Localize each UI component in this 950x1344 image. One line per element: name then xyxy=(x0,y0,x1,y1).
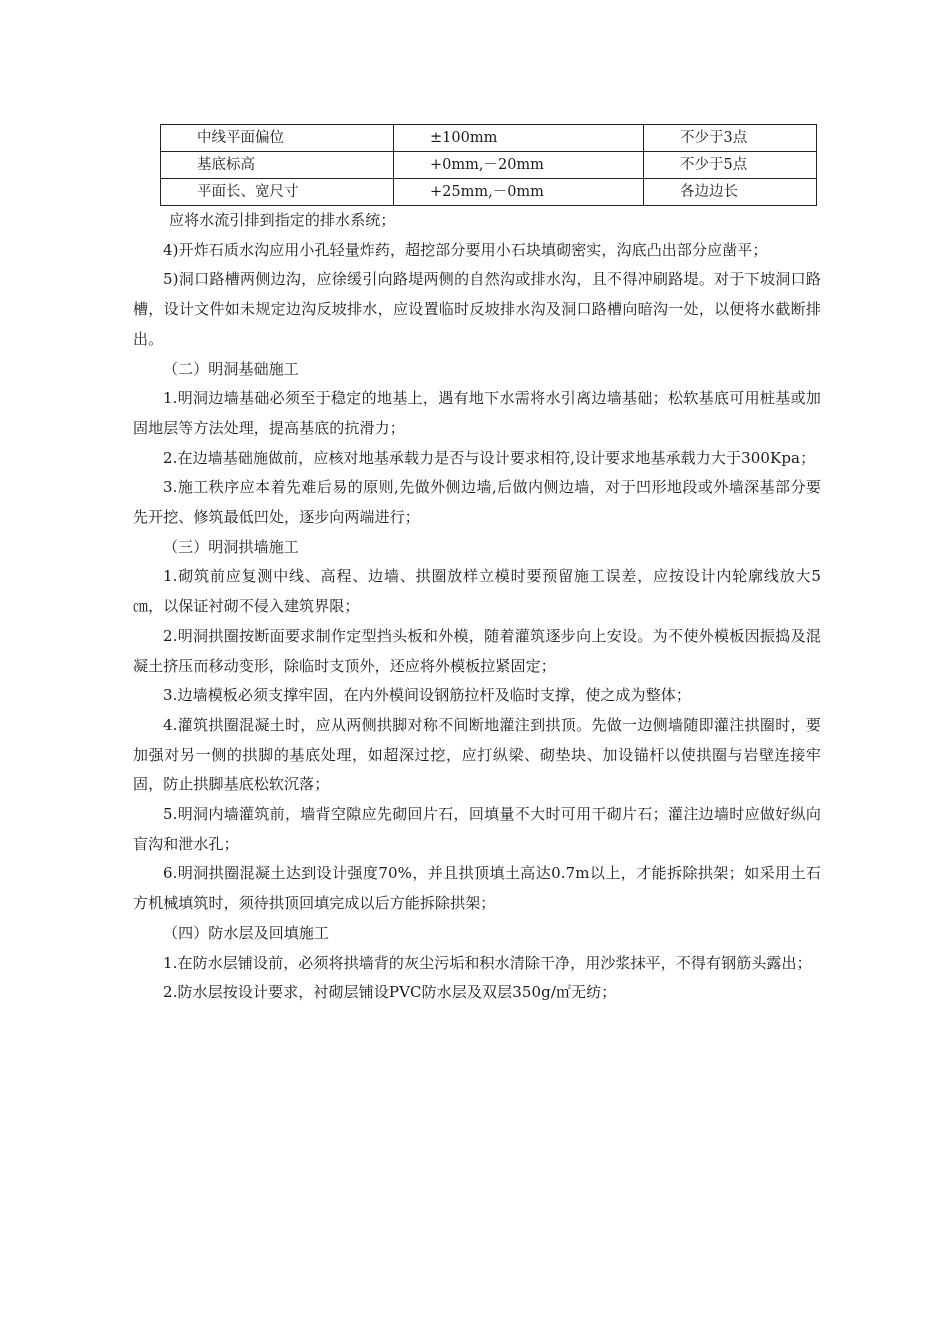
body-text xyxy=(133,206,821,1008)
tolerance-table xyxy=(160,124,817,206)
table-cell: 平面长、宽尺寸 xyxy=(161,179,394,206)
paragraph: 1.在防水层铺设前，必须将拱墙背的灰尘污垢和积水清除干净，用沙浆抹平，不得有钢筋头露出； xyxy=(163,953,812,972)
table-cell: +25mm,－0mm xyxy=(394,179,644,206)
paragraph: 1.砌筑前应复测中线、高程、边墙、拱圈放样立模时要预留施工误差，应按设计内轮廓线放大5㎝，以保证衬砌不侵入建筑界限； xyxy=(133,567,821,616)
paragraph: 3.施工秩序应本着先难后易的原则,先做外侧边墙,后做内侧边墙，对于凹形地段或外墙深基部分要先开挖、修筑最低凹处，逐步向两端进行； xyxy=(133,478,821,527)
table-row xyxy=(161,125,817,152)
section-heading: （四）防水层及回填施工 xyxy=(163,923,330,942)
paragraph: 5)洞口路槽两侧边沟，应徐缓引向路堤两侧的自然沟或排水沟，且不得冲刷路堤。对于下坡洞口路槽，设计文件如未规定边沟反坡排水，应设置临时反坡排水沟及洞口路槽向暗沟一处，以便将水截断排出。 xyxy=(133,270,821,348)
paragraph: 2.在边墙基础施做前，应核对地基承载力是否与设计要求相符,设计要求地基承载力大于300Kpa； xyxy=(163,448,816,467)
section-heading: （三）明洞拱墙施工 xyxy=(163,537,299,556)
table-cell: 不少于3点 xyxy=(644,125,817,152)
table-cell: 不少于5点 xyxy=(644,152,817,179)
paragraph: 5.明洞内墙灌筑前，墙背空隙应先砌回片石，回填量不大时可用干砌片石；灌注边墙时应做好纵向盲沟和泄水孔； xyxy=(133,805,821,853)
paragraph: 4.灌筑拱圈混凝土时，应从两侧拱脚对称不间断地灌注到拱顶。先做一边侧墙随即灌注拱圈时，要加强对另一侧的拱脚的基底处理，如超深过挖，应打纵梁、砌垫块、加设锚杆以使拱圈与岩壁连接牢固，防止拱脚基底松软沉落； xyxy=(133,715,821,794)
table-cell: ±100mm xyxy=(394,125,644,152)
table-cell: 中线平面偏位 xyxy=(161,125,394,152)
table-cell: 各边边长 xyxy=(644,179,817,206)
paragraph: 1.明洞边墙基础必须至于稳定的地基上，遇有地下水需将水引离边墙基础；松软基底可用桩基或加固地层等方法处理，提高基底的抗滑力； xyxy=(133,389,821,437)
table-row xyxy=(161,152,817,179)
paragraph: 2.明洞拱圈按断面要求制作定型挡头板和外模，随着灌筑逐步向上安设。为不使外模板因振捣及混凝土挤压而移动变形，除临时支顶外，还应将外模板拉紧固定； xyxy=(133,626,821,675)
paragraph: 2.防水层按设计要求，衬砌层铺设PVC防水层及双层350g/㎡无纺； xyxy=(163,983,617,1002)
table-row xyxy=(161,179,817,206)
paragraph: 3.边墙模板必须支撑牢固，在内外模间设钢筋拉杆及临时支撑，使之成为整体； xyxy=(163,686,691,705)
paragraph: 6.明洞拱圈混凝土达到设计强度70%，并且拱顶填土高达0.7m以上，才能拆除拱架；如采用土石方机械填筑时，须待拱顶回填完成以后方能拆除拱架； xyxy=(133,864,821,913)
paragraph: 4)开炸石质水沟应用小孔轻量炸药，超挖部分要用小石块填砌密实，沟底凸出部分应凿平； xyxy=(163,240,768,259)
paragraph: 应将水流引排到指定的排水系统； xyxy=(169,211,396,229)
section-heading: （二）明洞基础施工 xyxy=(163,359,299,378)
table-cell: +0mm,－20mm xyxy=(394,152,644,179)
table-cell: 基底标高 xyxy=(161,152,394,179)
